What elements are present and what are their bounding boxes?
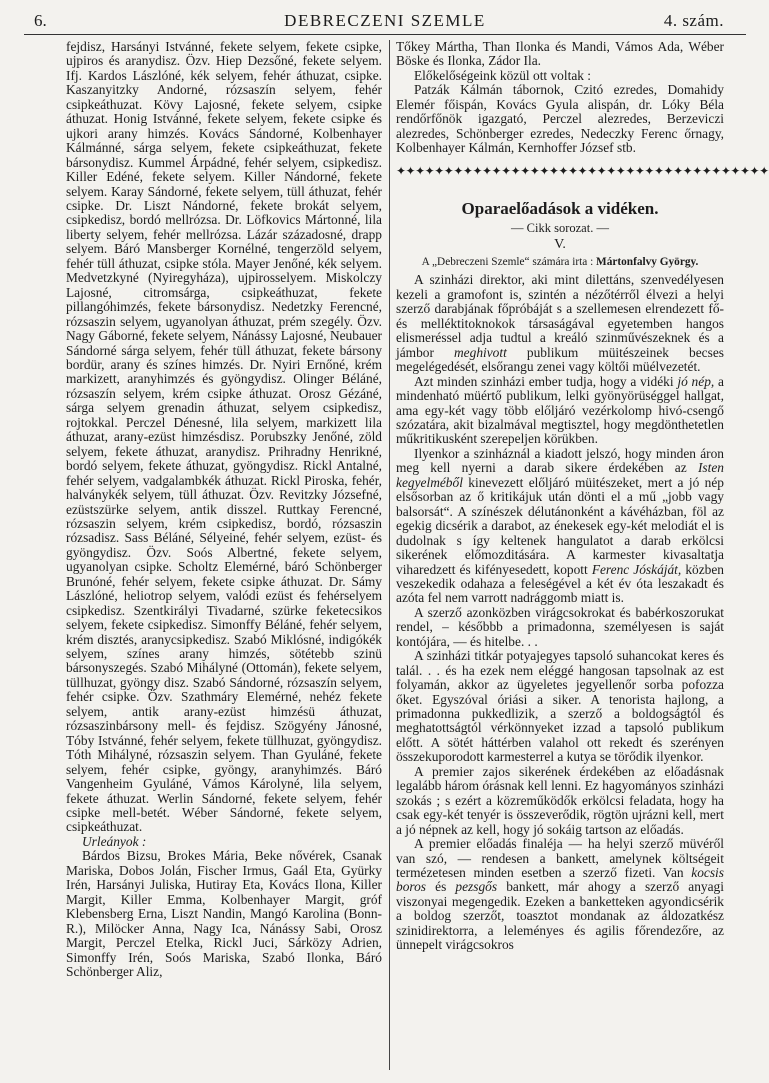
dignitaries-paragraph: Patzák Kálmán tábornok, Czitó ezredes, Domahidy Elemér főispán, Kovács Gyula alispán, dr. Lóky Béla rendőrfőnök igazgató, Perczel alezredes, Berzeviczi alezredes, Schönberger ezredes, Nedeczky Ferenc őrnagy, Kolbenhayer Kálmán, Kernhoffer József stb. <box>396 82 724 156</box>
p3-emphasis-2: Ferenc Jóskáját, <box>591 561 682 577</box>
article-title: Oparaelőadások a vidéken. <box>461 199 659 219</box>
page-number: 6. <box>34 11 47 30</box>
p1-emphasis: meghivott <box>454 344 507 360</box>
article-paragraph-1 <box>396 273 724 374</box>
p7-emphasis-2: pezsgős <box>455 879 498 895</box>
p3-text-end: közben veszekedik odahaza a feleségével a két év óta leszakadt és azóta fel nem varrott nadrággomb miatt is. <box>396 561 724 606</box>
p1-text: A szinházi direktor, aki mint dilettáns, szenvedélyesen kezeli a gramofont is, szintén a nézőtérről élvezi a helyi szerző darabjának főpróbáját s a szellemesen elrendezett fő- és melléktitoknokok társaságával egyetemben hangos elismeréssel adja tudtul a kreáló szinművészeknek és a jámbor <box>396 272 724 360</box>
p2-text-end: a mindenható müértő publikum, lelki gyönyörüséggel hallgat, ama egy-két vagy több előljáró vezérkolomp hivó-csengő szózatára, akit bizalmával megtisztel, hogy megdönthetetlen műkritikusként szerepeljen körükben. <box>396 373 724 447</box>
names-continued-paragraph: Tőkey Mártha, Than Ilonka és Mandi, Vámos Ada, Wéber Böske és Ilonka, Zádor Ila. <box>396 39 724 69</box>
article-paragraph-4: A szerző azonközben virágcsokrokat és babérkoszorukat rendel, – későbbb a primadonna, személyesen is saját kontójára, — és hitelbe. . . <box>396 604 724 649</box>
article-paragraph-3 <box>396 447 724 606</box>
p3-text-mid: kinevezett előljáró müitészeket, mert a jó nép elsősorban az ő kritikájuk után dönti el a mű „jobb vagy balsorsát“. A színészek délutánonként a kávéházban, föl az egekig dicsérik a darabot, az énekesek egy-két melodiát el is dudolnak s így keltenek hangulatot a darab erkölcsi sikerének előmozditására. A karmester kivasaltatja viharedzett és kifényesedett, kopott <box>396 474 724 577</box>
p3-emphasis: Isten kegyelméből <box>396 460 724 490</box>
p2-text: Azt minden szinházi ember tudja, hogy a vidéki <box>414 373 674 389</box>
issue-number: 4. szám. <box>663 11 724 30</box>
page-header <box>24 8 746 35</box>
p2-emphasis: jó nép, <box>677 373 715 389</box>
p7-text-mid: és <box>435 879 447 895</box>
article-paragraph-7 <box>396 837 724 953</box>
guest-list-paragraph: fejdisz, Harsányi Istvánné, fekete selyem, fekete csipke, ujpiros és aranydisz. Özv. Hiep Dezsőné, fekete selyem. Ifj. Kardos Lászlóné, kék selyem, fehér áthuzat, csipke. Kaszanyitzky Andorné, rózsaszín selyem, fehér csipkeáthuzat. Kövy Lajosné, fekete selyem, csipke áthuzat. Honig Istvánné, fekete selyem, fekete csipke és ujkori arany himzés. Kovács Sándorné, Kolbenhayer Kálmánné, sárga selyem, fekete csipkeáthuzat, fekete bársonydisz. Kummel Árpádné, fehér selyem, csipkedisz. Killer Edéné, fekete selyem. Killer Nándorné, fekete selyem. Karay Sándorné, fekete selyem, tüll áthuzat, fehér csipke. Dr. Liszt Nándorné, fekete brokát selyem, csipkedisz, bordó mellrózsa. Dr. Löfkovics Mártonné, lila liberty selyem, fehér mellrózsa. Lázár századosné, drapp selyem. Báró Mansberger Kornélné, tengerzöld selyem, fehér tüll áthuzat, csipke stóla. Mayer Jenőné, kék selyem. Medvetzkyné (Nyiregyháza), ujpirosselyem. Miskolczy Lajosné, citromsárga, csipkeáthuzat, fekete pillangóhimzés, fekete bársonydisz. Nedetzky Ferencné, rózsaszin selyem, ugyanolyan áthuzat, prém szegély. Özv. Nagy Gáborné, fekete selyem, Nánássy Lajosné, Neubauer Sándorné sárga selyem, fehér tüll áthuzat, fekete bársony bordür, arany és színes himzés. Dr. Nyiri Ernőné, krém markizett, aranyhimzés és gyöngydisz. Olinger Béláné, rózsaszín selyem, krém csipke áthuzat. Orosz Gézáné, sárga selyem grenadin áthuzat, selyem csipkedisz, rojtokkal. Perczel Dénesné, lila selyem, markizett lila áthuzat, arany-ezüst himzésdisz. Porubszky Jenőné, zöld selyem, fekete áthuzat, aranydisz. Prihradny Henrikné, bordó selyem, fekete áthuzat, gyöngydisz. Rickl Antalné, fehér selyem, vadgalambkék áthuzat. Rickl Piroska, fehér, halványkék selyem, tüll áthuzat. Özv. Revitzky Józsefné, ezüstszürke selyem, antik disszel. Ruttkay Ferencné, rózsaszin selyem, krém csipkedisz, bordó, rózsaszin rózsadisz. Sass Béláné, Sélyeiné, fehér selyem, ezüst- és gyöngydisz. Özv. Soós Albertné, fekete selyem, ugyanolyan csipke. Scholtz Elemérné, báró Schönberger Brunóné, fehér selyem, fekete csipke áthuzat. Dr. Sámy Lászlóné, heliotrop selyem, valódi ezüst és fehérselyem csipkedisz. Szentkirályi Tivadarné, szürke feketecsikos selyem, fekete csipkedisz. Simonffy Béláné, fehér selyem, krém disztés, aranycsipkedisz. Szabó Miklósné, indigókék selyem, színes arany himzés, sötétebb szinü bársonyszegés. Szabó Mihályné (Ottomán), fekete selyem, tüllhuzat, gyöngy disz. Szabó Sándorné, rózsaszín selyem, fehér csipke. Özv. Szathmáry Elemérné, nehéz fekete selyem, antik arany-ezüst himzésü áthuzat, rózsaszinbársony mell- és fejdisz. Szögyény Jánosné, Tóby Istvánné, fehér selyem, fekete tüllhuzat, gyöngydisz. Tóth Mihályné, rózsaszin selyem. Than Gyuláné, fekete selyem, fehér csipke, gyöngy, aranyhimzés. Báró Vangenheim Gyuláné, Vámos Károlyné, lila selyem, fekete áthuzat. Werlin Sándorné, fekete selyem, fehér csipke mell-betét. Wéber Sándorné, fekete selyem, csipkeáthuzat. <box>66 39 382 835</box>
byline-prefix: A „Debreczeni Szemle“ számára irta : <box>421 255 594 268</box>
article-part-number: V. <box>554 236 566 252</box>
article-paragraph-2 <box>396 375 724 447</box>
p3-text: Ilyenkor a szinháznál a kiadott jelszó, hogy minden áron meg kell nyerni a darab sikere érdekében az <box>396 445 724 476</box>
article-paragraph-6: A premier zajos sikerének érdekében az előadásnak legalább három órásnak kell lenni. Ez hagyományos szinházi szokás ; s ezért a közreműködők erkölcsi feladata, hogy ha csak egy-két tenyér is összeverődik, rögtön ujrázni kell, mert a jó népnek az kell, hogy jó sokáig tartson az előadás. <box>396 763 724 837</box>
dignitaries-intro: Előkelőségeink közül ott voltak : <box>414 67 592 83</box>
article-paragraph-5: A szinházi titkár potyajegyes tapsoló suhancokat keres és talál. . . és ha ezek nem eléggé hangosan tapsolnak az est folyamán, akkor az ügyeletes jegyellenőr sorba pofozza őket. Egyszóval óriási a siker. A tenorista hajlong, a primadonna pukkedlizik, a szerző a boldogságtól és meghatottságtól vérkönnyeket izzad a tapsoló publikum előtt. A sötét háttérben valahol ott rekedt és szerényen összekuporodott karmesterrel a kutya se törődik ilyenkor. <box>396 648 724 765</box>
byline-author: Mártonfalvy György. <box>596 255 699 268</box>
article-byline <box>396 255 724 269</box>
column-divider <box>389 40 390 1070</box>
p1-text-end: publikum müitészeinek becses megelégedését, elsőrangu zenei vagy költői müélvezetét. <box>396 344 724 375</box>
ornament-separator: ✦✦✦✦✦✦✦✦✦✦✦✦✦✦✦✦✦✦✦✦✦✦✦✦✦✦✦✦✦✦✦✦✦✦✦✦✦✦✦ <box>396 163 769 178</box>
p7-emphasis: kocsis boros <box>396 865 724 895</box>
subheading-urleanyok: Urleányok : <box>82 833 147 849</box>
right-column <box>396 39 769 953</box>
young-ladies-paragraph: Bárdos Bizsu, Brokes Mária, Beke nővérek, Csanak Mariska, Dobos Jolán, Fischer Irmus, Gaál Eta, Gyürky Irén, Harsányi Juliska, Hutiray Eta, Kovács Ilona, Killer Margit, Killer Emma, Kolbenhayer Margit, gróf Klebensberg Erna, Liszt Nandin, Mangó Karolina (Bonn-R.), Milöcker Anna, Nagy Ica, Nánássy Sabi, Orosz Margit, Perczel Etelka, Rickl Juci, Sárközy Adrien, Simonffy Irén, Soós Mariska, Szabó Ilonka, Báró Schönberger Aliz, <box>66 848 382 979</box>
article-series: — Cikk sorozat. — <box>511 221 609 236</box>
newspaper-title: DEBRECZENI SZEMLE <box>284 11 486 30</box>
p7-text-end: bankett, már ahogy a szerző anyagi viszonyai megengedik. Ezeken a banketteken agyondicsérik a boldog szerzőt, toasztot mondanak az áldozatkész szinidirektorra, a leleményes és agilis főrendezőre, az ünnepelt virágcsokros <box>396 879 724 953</box>
left-column <box>66 40 382 979</box>
p7-text: A premier előadás finaléja — ha helyi szerző müvéről van szó, — rendesen a bankett, amelynek költségeit termézetesen minden esetben a szerző fizeti. Van <box>396 836 724 881</box>
